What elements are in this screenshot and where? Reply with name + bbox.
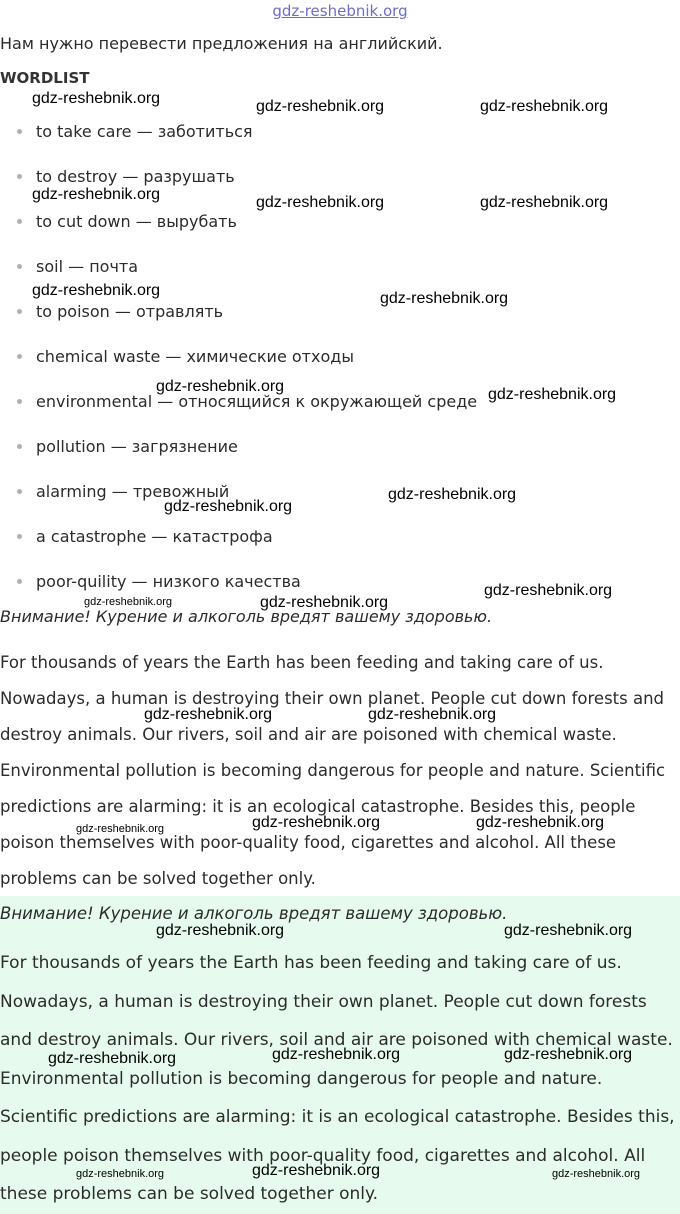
translation-text <box>0 645 676 897</box>
watermark: gdz-reshebnik.org <box>76 1168 165 1180</box>
watermark: gdz-reshebnik.org <box>84 596 173 608</box>
list-item <box>0 257 680 302</box>
site-link[interactable]: gdz-reshebnik.org <box>272 2 408 20</box>
answer-block <box>0 896 680 1214</box>
bullet-icon <box>17 444 22 449</box>
watermark: gdz-reshebnik.org <box>368 706 497 723</box>
answer-paragraph: For thousands of years the Earth has been feeding and taking care of us. Nowadays, a human is destroying their own planet. People cut down forests and destroy animals. Our rivers, soil and air are poisoned with chemical waste. Environmental pollution is becoming dangerous for people and nature. Scientific predictions are alarming: it is an ecological catastrophe. Besides this, people poison themselves with poor-quality food, cigarettes and alcohol. All these problems can be solved together only. <box>0 953 675 1204</box>
wordlist-entry: chemical waste — химические отходы <box>36 347 354 366</box>
wordlist <box>0 122 680 617</box>
list-item <box>0 347 680 392</box>
watermark: gdz-reshebnik.org <box>480 194 609 211</box>
watermark: gdz-reshebnik.org <box>32 186 161 203</box>
wordlist-entry: environmental — относящийся к окружающей среде <box>36 392 478 411</box>
list-item <box>0 482 680 527</box>
watermark: gdz-reshebnik.org <box>484 582 613 599</box>
watermark: gdz-reshebnik.org <box>48 1050 177 1067</box>
wordlist-entry: pollution — загрязнение <box>36 437 238 456</box>
wordlist-entry: to poison — отравлять <box>36 302 224 321</box>
watermark: gdz-reshebnik.org <box>480 98 609 115</box>
watermark: gdz-reshebnik.org <box>156 378 285 395</box>
wordlist-entry: poor-quility — низкого качества <box>36 572 301 591</box>
intro-text: Нам нужно перевести предложения на английский. <box>0 34 443 53</box>
wordlist-entry: alarming — тревожный <box>36 482 230 501</box>
watermark: gdz-reshebnik.org <box>144 706 273 723</box>
watermark: gdz-reshebnik.org <box>504 1046 633 1063</box>
wordlist-entry: to destroy — разрушать <box>36 167 235 186</box>
bullet-icon <box>17 399 22 404</box>
list-item <box>0 167 680 212</box>
watermark: gdz-reshebnik.org <box>504 922 633 939</box>
list-item <box>0 392 680 437</box>
bullet-icon <box>17 489 22 494</box>
watermark: gdz-reshebnik.org <box>164 498 293 515</box>
list-item <box>0 527 680 572</box>
wordlist-entry: to take care — заботиться <box>36 122 253 141</box>
watermark: gdz-reshebnik.org <box>32 282 161 299</box>
wordlist-title: WORDLIST <box>0 69 90 87</box>
list-item <box>0 122 680 167</box>
bullet-icon <box>17 354 22 359</box>
bullet-icon <box>17 129 22 134</box>
answer-text <box>0 944 676 1214</box>
translation-paragraph: For thousands of years the Earth has been feeding and taking care of us. Nowadays, a human is destroying their own planet. People cut down forests and destroy animals. Our rivers, soil and air are poisoned with chemical waste. Environmental pollution is becoming dangerous for people and nature. Scientific predictions are alarming: it is an ecological catastrophe. Besides this, people poison themselves with poor-quality food, cigarettes and alcohol. All these problems can be solved together only. <box>0 653 666 888</box>
watermark: gdz-reshebnik.org <box>252 1162 381 1179</box>
bullet-icon <box>17 534 22 539</box>
watermark: gdz-reshebnik.org <box>476 814 605 831</box>
bullet-icon <box>17 579 22 584</box>
bullet-icon <box>17 174 22 179</box>
wordlist-entry: to cut down — вырубать <box>36 212 237 231</box>
list-item <box>0 212 680 257</box>
bullet-icon <box>17 264 22 269</box>
bullet-icon <box>17 309 22 314</box>
answer-warning: Внимание! Курение и алкоголь вредят вашему здоровью. <box>0 904 508 923</box>
list-item <box>0 437 680 482</box>
watermark: gdz-reshebnik.org <box>256 194 385 211</box>
watermark: gdz-reshebnik.org <box>260 594 389 611</box>
watermark: gdz-reshebnik.org <box>76 823 165 835</box>
warning-text: Внимание! Курение и алкоголь вредят вашему здоровью. <box>0 607 493 626</box>
watermark: gdz-reshebnik.org <box>256 98 385 115</box>
watermark: gdz-reshebnik.org <box>488 386 617 403</box>
list-item <box>0 302 680 347</box>
watermark: gdz-reshebnik.org <box>380 290 509 307</box>
bullet-icon <box>17 219 22 224</box>
wordlist-entry: soil — почта <box>36 257 139 276</box>
wordlist-entry: a catastrophe — катастрофа <box>36 527 273 546</box>
watermark: gdz-reshebnik.org <box>272 1046 401 1063</box>
watermark: gdz-reshebnik.org <box>252 814 381 831</box>
watermark: gdz-reshebnik.org <box>156 922 285 939</box>
watermark: gdz-reshebnik.org <box>32 90 161 107</box>
watermark: gdz-reshebnik.org <box>552 1168 641 1180</box>
watermark: gdz-reshebnik.org <box>388 486 517 503</box>
